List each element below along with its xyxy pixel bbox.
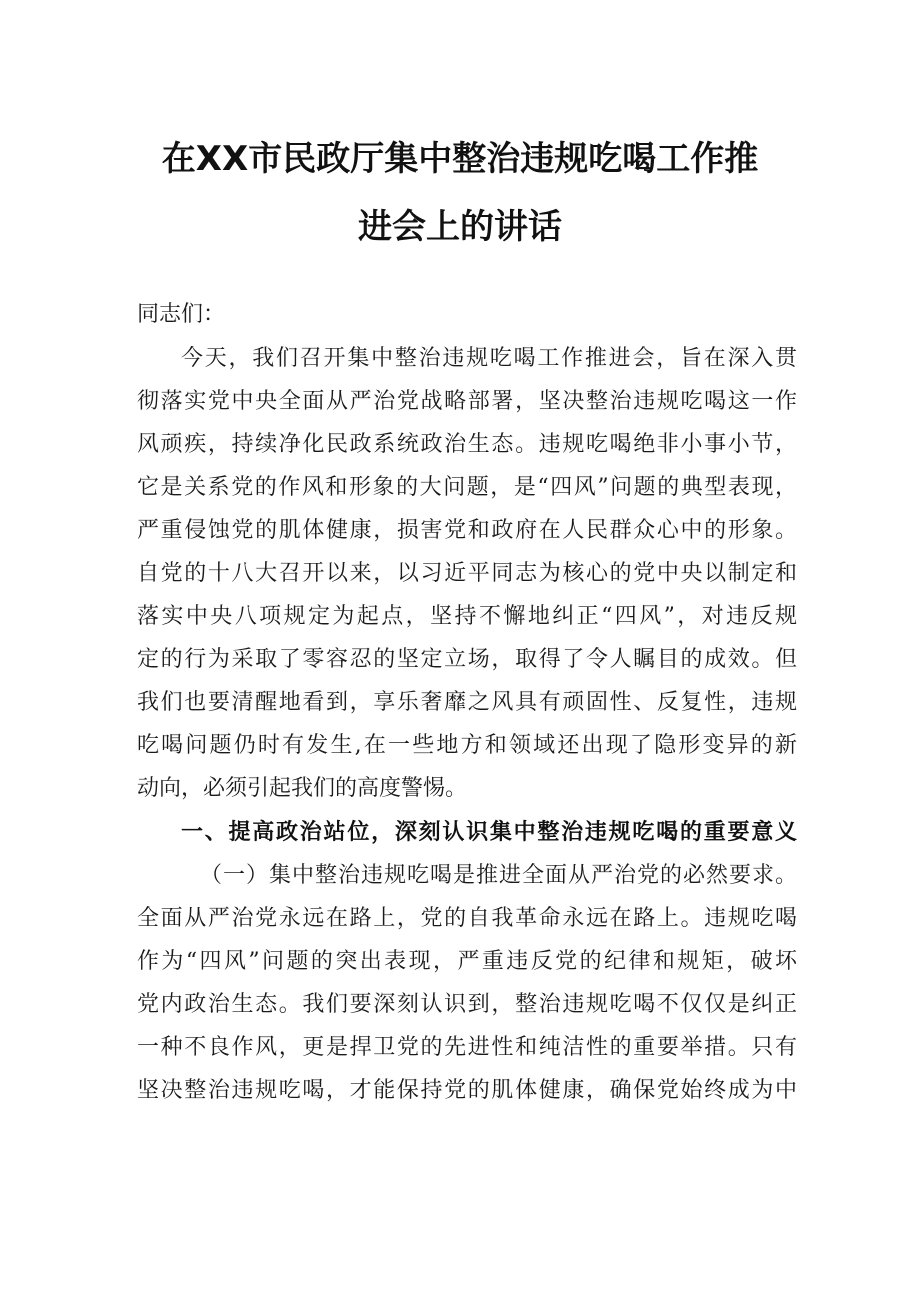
body-line: 定的行为采取了零容忍的坚定立场，取得了令人瞩目的成效。但 [137, 647, 797, 672]
section-heading: 一、提高政治站位，深刻认识集中整治违规吃喝的重要意义 [181, 820, 797, 845]
body-line: 一种不良作风，更是捍卫党的先进性和纯洁性的重要举措。只有 [137, 1035, 797, 1060]
body-line: 落实中央八项规定为起点，坚持不懈地纠正“四风”，对违反规 [137, 604, 797, 629]
body-line: 自党的十八大召开以来，以习近平同志为核心的党中央以制定和 [137, 561, 797, 586]
body-line: 今天，我们召开集中整治违规吃喝工作推进会，旨在深入贯 [181, 346, 797, 371]
body-line: 严重侵蚀党的肌体健康，损害党和政府在人民群众心中的形象。 [137, 518, 797, 543]
body-line: 风顽疾，持续净化民政系统政治生态。违规吃喝绝非小事小节， [137, 432, 797, 457]
body-line: 作为“四风”问题的突出表现，严重违反党的纪律和规矩，破坏 [137, 949, 797, 974]
document-title-line-1: 在XX市民政厅集中整治违规吃喝工作推 [161, 139, 759, 179]
salutation: 同志们： [137, 302, 226, 327]
body-line: 吃喝问题仍时有发生,在一些地方和领域还出现了隐形变异的新 [137, 733, 797, 758]
body-line: （一）集中整治违规吃喝是推进全面从严治党的必然要求。 [200, 863, 797, 888]
body-line: 它是关系党的作风和形象的大问题，是“四风”问题的典型表现， [137, 475, 797, 500]
body-line: 党内政治生态。我们要深刻认识到，整治违规吃喝不仅仅是纠正 [137, 992, 797, 1017]
body-line: 全面从严治党永远在路上，党的自我革命永远在路上。违规吃喝 [137, 906, 797, 931]
body-line: 动向，必须引起我们的高度警惕。 [137, 776, 468, 801]
body-line: 坚决整治违规吃喝，才能保持党的肌体健康，确保党始终成为中 [137, 1078, 797, 1103]
document-title-line-2: 进会上的讲话 [358, 207, 562, 247]
body-line: 我们也要清醒地看到，享乐奢靡之风具有顽固性、反复性，违规 [137, 690, 797, 715]
body-line: 彻落实党中央全面从严治党战略部署，坚决整治违规吃喝这一作 [137, 389, 797, 414]
